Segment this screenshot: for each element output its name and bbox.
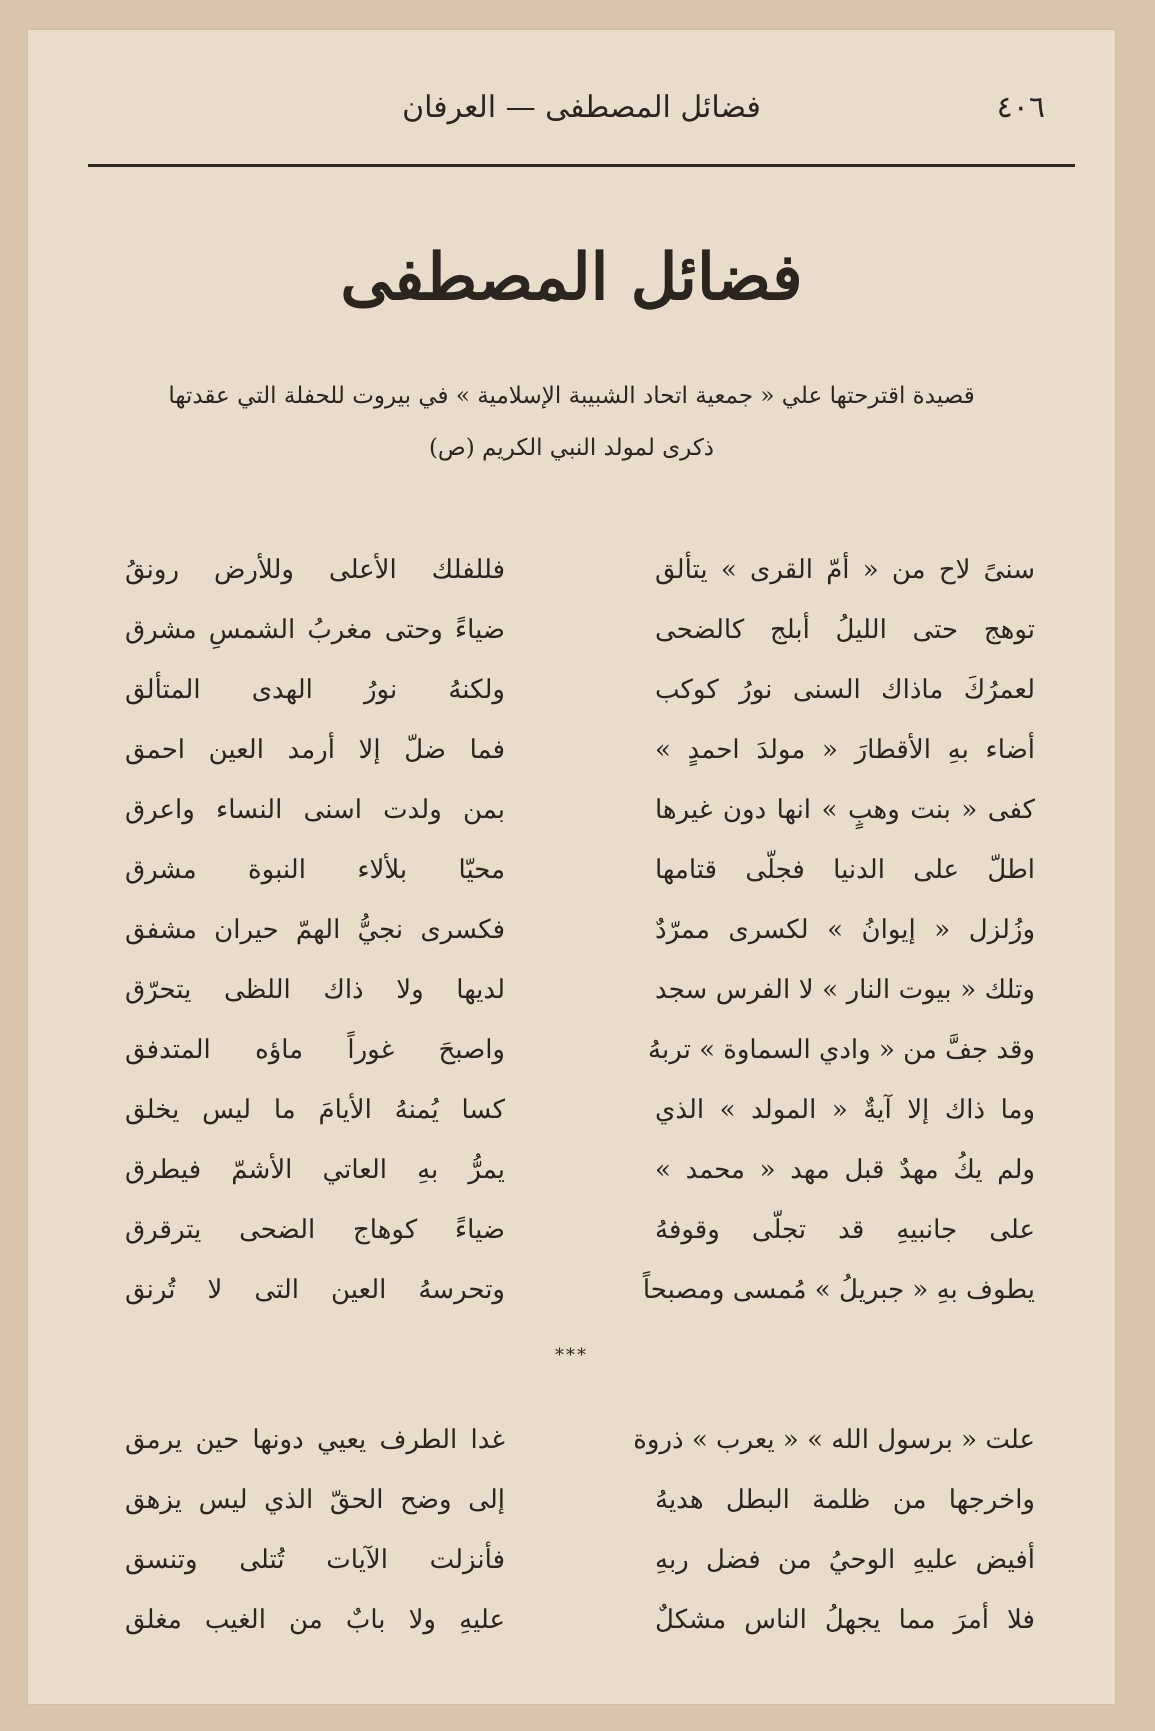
second-hemistich-column — [125, 540, 505, 1320]
verse-second-hemistich: ضياءً كوهاج الضحى يترقرق — [125, 1215, 505, 1245]
verse-second-hemistich: غدا الطرف يعيي دونها حين يرمق — [125, 1425, 505, 1455]
verse-second-hemistich: فللفلك الأعلى وللأرض رونقُ — [125, 555, 505, 585]
verse-second-hemistich: بمن ولدت اسنى النساء واعرق — [125, 795, 505, 825]
verse-second-hemistich: فأنزلت الآيات تُتلى وتنسق — [125, 1545, 505, 1575]
verse-second-hemistich: واصبحَ غوراً ماؤه المتدفق — [125, 1035, 505, 1065]
verse-first-hemistich: سنىً لاح من « أمّ القرى » يتألق — [655, 555, 1035, 585]
verse-first-hemistich: توهج حتى الليلُ أبلج كالضحى — [655, 615, 1035, 645]
verse-second-hemistich: وتحرسهُ العين التى لا تُرنق — [125, 1275, 505, 1305]
verse-first-hemistich: كفى « بنت وهبٍ » انها دون غيرها — [655, 795, 1035, 825]
first-hemistich-column — [642, 540, 1035, 1320]
verse-first-hemistich: أضاء بهِ الأقطارَ « مولدَ احمدٍ » — [655, 735, 1035, 765]
verse-second-hemistich: ولكنهُ نورُ الهدى المتألق — [125, 675, 505, 705]
verse-first-hemistich: ولم يكُ مهدٌ قبل مهد « محمد » — [655, 1155, 1035, 1185]
verse-second-hemistich: فكسرى نجيُّ الهمّ حيران مشفق — [125, 915, 505, 945]
poem-title: فضائل المصطفى — [340, 240, 803, 315]
verse-first-hemistich: على جانبيهِ قد تجلّى وقوفهُ — [655, 1215, 1035, 1245]
verse-second-hemistich: إلى وضح الحقّ الذي ليس يزهق — [125, 1485, 505, 1515]
page-header — [88, 90, 1075, 160]
intro-line: قصيدة اقترحتها علي « جمعية اتحاد الشبيبة الإسلامية » في بيروت للحفلة التي عقدتها — [168, 383, 975, 409]
page-number: ٤٠٦ — [996, 90, 1045, 125]
verse-first-hemistich: أفيض عليهِ الوحيُ من فضل ربهِ — [655, 1545, 1035, 1575]
first-hemistich-column — [633, 1410, 1035, 1650]
verse-second-hemistich: كسا يُمنهُ الأيامَ ما ليس يخلق — [125, 1095, 505, 1125]
verse-first-hemistich: لعمرُكَ ماذاك السنى نورُ كوكب — [655, 675, 1035, 705]
page — [28, 30, 1115, 1704]
verse-second-hemistich: ضياءً وحتى مغربُ الشمسِ مشرق — [125, 615, 505, 645]
verse-second-hemistich: لديها ولا ذاك اللظى يتحرّق — [125, 975, 505, 1005]
verse-first-hemistich: فلا أمرَ مما يجهلُ الناس مشكلٌ — [655, 1605, 1035, 1635]
verse-second-hemistich: يمرُّ بهِ العاتي الأشمّ فيطرق — [125, 1155, 505, 1185]
verse-second-hemistich: عليهِ ولا بابٌ من الغيب مغلق — [125, 1605, 505, 1635]
verse-first-hemistich: وما ذاك إلا آيةٌ « المولد » الذي — [655, 1095, 1035, 1125]
intro-line: ذكرى لمولد النبي الكريم (ص) — [428, 435, 715, 461]
verse-first-hemistich: وتلك « بيوت النار » لا الفرس سجد — [655, 975, 1035, 1005]
second-hemistich-column — [125, 1410, 505, 1650]
verse-first-hemistich: اطلّ على الدنيا فجلّى قتامها — [655, 855, 1035, 885]
header-rule — [88, 164, 1075, 167]
verse-second-hemistich: محيّا بلألاء النبوة مشرق — [125, 855, 505, 885]
verse-first-hemistich: يطوف بهِ « جبريلُ » مُمسى ومصبحاً — [642, 1275, 1035, 1305]
intro-note — [118, 370, 1025, 474]
stanza-separator: *** — [555, 1345, 588, 1366]
verse-second-hemistich: فما ضلّ إلا أرمد العين احمق — [125, 735, 505, 765]
verse-first-hemistich: واخرجها من ظلمة البطل هديهُ — [655, 1485, 1035, 1515]
verse-first-hemistich: وقد جفَّ من « وادي السماوة » تربهُ — [648, 1035, 1035, 1065]
running-title: فضائل المصطفى — العرفان — [402, 90, 761, 125]
verse-first-hemistich: وزُلزل « إيوانُ » لكسرى ممرّدٌ — [655, 915, 1035, 945]
verse-first-hemistich: علت « برسول الله » « يعرب » ذروة — [633, 1425, 1035, 1455]
